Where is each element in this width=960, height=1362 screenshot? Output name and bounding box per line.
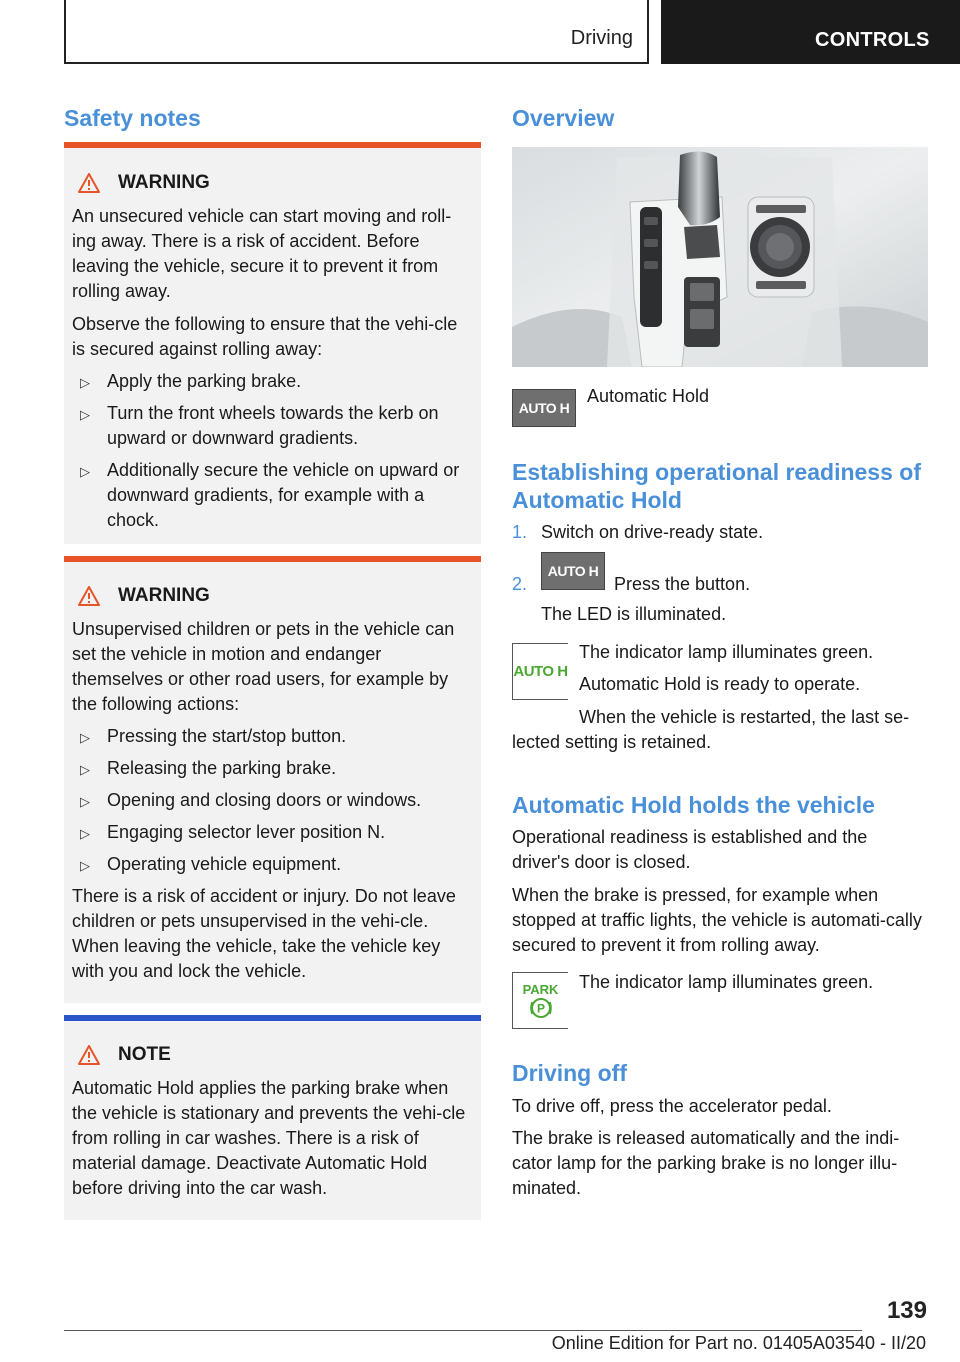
bullet-triangle-icon: ▷ bbox=[80, 858, 90, 873]
list-item: ▷ Engaging selector lever position N. bbox=[72, 820, 473, 845]
warning-heading bbox=[78, 170, 473, 196]
step-number: 1. bbox=[512, 522, 528, 542]
holds-text: When the brake is pressed, for example when stopped at traffic lights, the vehicle is automati-cally secured to prevent it from rolling away. bbox=[512, 885, 922, 955]
header-section: Driving bbox=[570, 27, 633, 49]
list-item: ▷ Pressing the start/stop button. bbox=[72, 724, 473, 749]
header-frame bbox=[64, 0, 649, 64]
warning-icon bbox=[78, 1045, 100, 1065]
svg-text:P: P bbox=[536, 1001, 545, 1015]
driving-off-text: The brake is released automatically and the indi-cator lamp for the parking brake is no longer illu-minated. bbox=[512, 1128, 900, 1198]
bullet-triangle-icon: ▷ bbox=[80, 464, 90, 479]
warning-bar bbox=[64, 142, 481, 148]
parking-brake-icon bbox=[530, 997, 552, 1019]
safety-notes-title: Safety notes bbox=[64, 105, 201, 131]
warning-label: WARNING bbox=[118, 172, 210, 193]
step-number: 2. bbox=[512, 574, 528, 594]
bullet-triangle-icon: ▷ bbox=[80, 794, 90, 809]
note-bar bbox=[64, 1015, 481, 1021]
lamp-text: The indicator lamp illuminates green. bbox=[579, 972, 874, 992]
list-item: ▷ Operating vehicle equipment. bbox=[72, 852, 473, 877]
lamp-text: Automatic Hold is ready to operate. bbox=[579, 674, 861, 694]
auto-h-caption: Automatic Hold bbox=[587, 386, 710, 406]
driving-off-text: To drive off, press the accelerator pedal. bbox=[512, 1096, 832, 1116]
list-item: ▷ Turn the front wheels towards the kerb on upward or downward gradients. bbox=[80, 403, 439, 448]
auto-h-button-icon: AUTO H bbox=[541, 552, 605, 590]
auto-h-indicator-lamp: AUTO H bbox=[512, 643, 568, 700]
warning-box-1 bbox=[64, 142, 481, 544]
center-console-photo bbox=[512, 147, 928, 367]
step-text: Switch on drive-ready state. bbox=[541, 522, 764, 542]
list-item: ▷ Apply the parking brake. bbox=[72, 369, 473, 394]
step-2 bbox=[512, 552, 928, 602]
warning-icon bbox=[78, 173, 100, 193]
edition-text: Online Edition for Part no. 01405A03540 - II/20 bbox=[551, 1333, 926, 1353]
note-label: NOTE bbox=[118, 1044, 171, 1065]
holds-title: Automatic Hold holds the vehicle bbox=[512, 792, 875, 818]
bullet-triangle-icon: ▷ bbox=[80, 826, 90, 841]
header-chapter: CONTROLS bbox=[815, 29, 930, 51]
establish-title: Establishing operational readiness of Automatic Hold bbox=[512, 459, 921, 513]
lamp-text: When the vehicle is restarted, the last se- bbox=[579, 707, 910, 727]
warning-bar bbox=[64, 556, 481, 562]
warning-text: An unsecured vehicle can start moving and roll-ing away. There is a risk of accident. Before leaving the vehicle, secure it to prevent it from rolling away. bbox=[72, 206, 452, 301]
driving-off-title: Driving off bbox=[512, 1060, 627, 1086]
warning-list bbox=[72, 724, 473, 877]
auto-h-button-icon: AUTO H bbox=[512, 389, 576, 427]
warning-icon bbox=[78, 586, 100, 606]
overview-title: Overview bbox=[512, 105, 615, 131]
header-chapter-tab bbox=[661, 0, 960, 64]
note-heading bbox=[78, 1042, 473, 1068]
warning-list bbox=[72, 369, 473, 533]
footer-divider bbox=[64, 1330, 862, 1331]
warning-text: There is a risk of accident or injury. Do not leave children or pets unsupervised in the vehi-cle. When leaving the vehicle, take the vehicle key with you and lock the vehicle. bbox=[72, 886, 456, 981]
note-box bbox=[64, 1015, 481, 1220]
step-1 bbox=[512, 520, 928, 545]
page-number: 139 bbox=[886, 1297, 927, 1324]
warning-heading bbox=[78, 583, 473, 609]
bullet-triangle-icon: ▷ bbox=[80, 407, 90, 422]
warning-text: Observe the following to ensure that the vehi-cle is secured against rolling away: bbox=[72, 314, 458, 359]
warning-box-2 bbox=[64, 556, 481, 1003]
warning-label: WARNING bbox=[118, 585, 210, 606]
holds-text: Operational readiness is established and the driver's door is closed. bbox=[512, 827, 868, 872]
bullet-triangle-icon: ▷ bbox=[80, 762, 90, 777]
warning-text: Unsupervised children or pets in the vehicle can set the vehicle in motion and endanger themselves or other road users, for example by the following actions: bbox=[72, 619, 455, 714]
list-item: ▷ Additionally secure the vehicle on upward or downward gradients, for example with a chock. bbox=[80, 460, 460, 530]
list-item: ▷ Opening and closing doors or windows. bbox=[72, 788, 473, 813]
bullet-triangle-icon: ▷ bbox=[80, 730, 90, 745]
lamp-text: lected setting is retained. bbox=[512, 732, 712, 752]
bullet-triangle-icon: ▷ bbox=[80, 375, 90, 390]
note-text: Automatic Hold applies the parking brake when the vehicle is stationary and prevents the vehi-cle from rolling in car washes. There is a risk of material damage. Deactivate Automatic Hold before driving into the car wash. bbox=[72, 1078, 466, 1198]
step-text: Press the button. bbox=[614, 574, 751, 594]
list-item: ▷ Releasing the parking brake. bbox=[72, 756, 473, 781]
led-text: The LED is illuminated. bbox=[541, 604, 727, 624]
park-indicator-lamp: PARK P bbox=[512, 972, 568, 1029]
lamp-text: The indicator lamp illuminates green. bbox=[579, 642, 874, 662]
